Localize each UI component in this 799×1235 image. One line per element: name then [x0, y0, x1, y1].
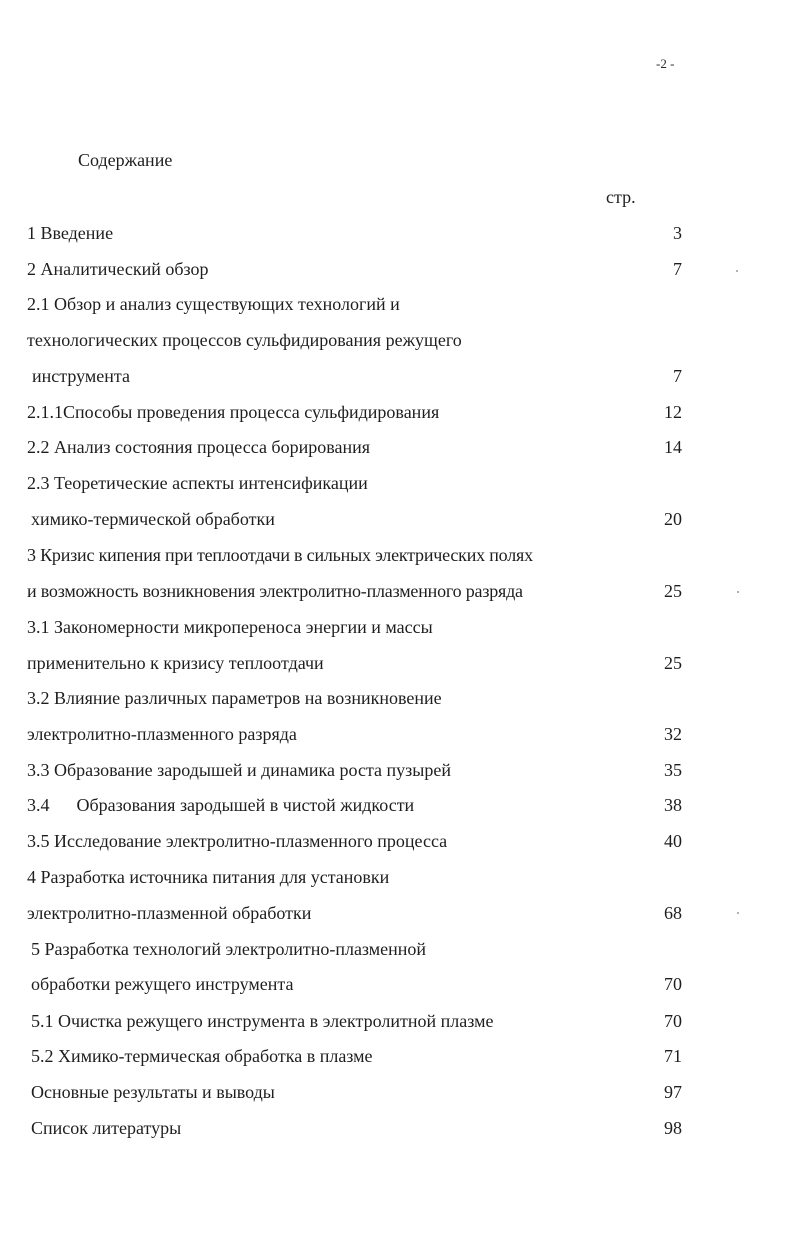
page-title: Содержание [78, 150, 173, 170]
toc-entry [0, 1080, 799, 1104]
toc-entry-text: инструмента [32, 366, 130, 386]
toc-entry [0, 937, 799, 961]
toc-entry-text: 3.1 Закономерности микропереноса энергии и массы [27, 617, 433, 637]
toc-entry-text: 3.3 Образование зародышей и динамика роста пузырей [27, 760, 451, 780]
toc-entry-page: 40 [664, 831, 682, 851]
toc-entry-text: 2 Аналитический обзор [27, 259, 209, 279]
toc-entry-text: 4 Разработка источника питания для установки [27, 867, 390, 887]
toc-entry-text: электролитно-плазменного разряда [27, 724, 297, 744]
toc-entry [0, 221, 799, 245]
toc-entry-text: 2.1 Обзор и анализ существующих технологий и [27, 294, 400, 314]
toc-entry [0, 471, 799, 495]
toc-entry-text: 2.2 Анализ состояния процесса борирования [27, 437, 371, 457]
toc-entry-text: 2.1.1Способы проведения процесса сульфидирования [27, 402, 440, 422]
toc-entry [0, 400, 799, 424]
toc-entry-page: 68 [664, 903, 682, 923]
toc-entry [0, 758, 799, 782]
toc-entry-page: 35 [664, 760, 682, 780]
toc-entry-page: 7 [673, 366, 682, 386]
toc-entry [0, 722, 799, 746]
toc-entry [0, 651, 799, 675]
toc-entry-page: 97 [664, 1082, 682, 1102]
toc-entry [0, 579, 799, 603]
toc-entry [0, 615, 799, 639]
toc-entry-text: Основные результаты и выводы [31, 1082, 275, 1102]
toc-entry-page: 70 [664, 1011, 682, 1031]
toc-entry-text: обработки режущего инструмента [31, 974, 294, 994]
toc-entry [0, 1044, 799, 1068]
toc-entry-text: и возможность возникновения электролитно-плазменного разряда [27, 581, 523, 601]
toc-entry-page: 32 [664, 724, 682, 744]
toc-entry-page: 25 [664, 581, 682, 601]
scan-speck [737, 591, 739, 593]
toc-entry-page: 98 [664, 1118, 682, 1138]
toc-entry [0, 686, 799, 710]
toc-entry [0, 543, 799, 567]
toc-entry-page: 20 [664, 509, 682, 529]
toc-entry-text: 5 Разработка технологий электролитно-плазменной [31, 939, 427, 959]
toc-entry [0, 292, 799, 316]
toc-entry [0, 328, 799, 352]
toc-entry-page: 71 [664, 1046, 682, 1066]
toc-entry [0, 257, 799, 281]
toc-entry [0, 793, 799, 817]
toc-entry-text: 5.1 Очистка режущего инструмента в электролитной плазме [31, 1011, 494, 1031]
toc-entry-text: применительно к кризису теплоотдачи [27, 653, 324, 673]
toc-entry-text: Список литературы [31, 1118, 182, 1138]
toc-entry-page: 14 [664, 437, 682, 457]
toc-entry [0, 829, 799, 853]
toc-entry-page: 70 [664, 974, 682, 994]
toc-entry-text: 1 Введение [27, 223, 114, 243]
toc-entry [0, 364, 799, 388]
toc-entry [0, 972, 799, 996]
toc-entry-page: 3 [673, 223, 682, 243]
toc-entry [0, 1009, 799, 1033]
toc-entry-text: 3 Кризис кипения при теплоотдачи в сильных электрических полях [27, 545, 533, 565]
toc-entry-text: 2.3 Теоретические аспекты интенсификации [27, 473, 368, 493]
toc-entry [0, 865, 799, 889]
toc-entry-text: 3.4 Образования зародышей в чистой жидкости [27, 795, 415, 815]
toc-entry-text: химико-термической обработки [31, 509, 275, 529]
toc-entry-text: электролитно-плазменной обработки [27, 903, 312, 923]
page-number: -2 - [656, 56, 675, 71]
toc-entry-page: 12 [664, 402, 682, 422]
toc-entry [0, 435, 799, 459]
toc-entry-text: технологических процессов сульфидирования режущего [27, 330, 462, 350]
toc-entry [0, 507, 799, 531]
toc-entry-page: 38 [664, 795, 682, 815]
toc-entry-page: 7 [673, 259, 682, 279]
toc-entry [0, 901, 799, 925]
toc-entry-text: 3.5 Исследование электролитно-плазменного процесса [27, 831, 448, 851]
page-column-label: стр. [606, 187, 636, 207]
toc-entry [0, 1116, 799, 1140]
scan-speck [736, 270, 738, 272]
toc-entry-text: 3.2 Влияние различных параметров на возникновение [27, 688, 442, 708]
toc-entry-page: 25 [664, 653, 682, 673]
toc-entry-text: 5.2 Химико-термическая обработка в плазме [31, 1046, 373, 1066]
scan-speck [737, 912, 739, 914]
